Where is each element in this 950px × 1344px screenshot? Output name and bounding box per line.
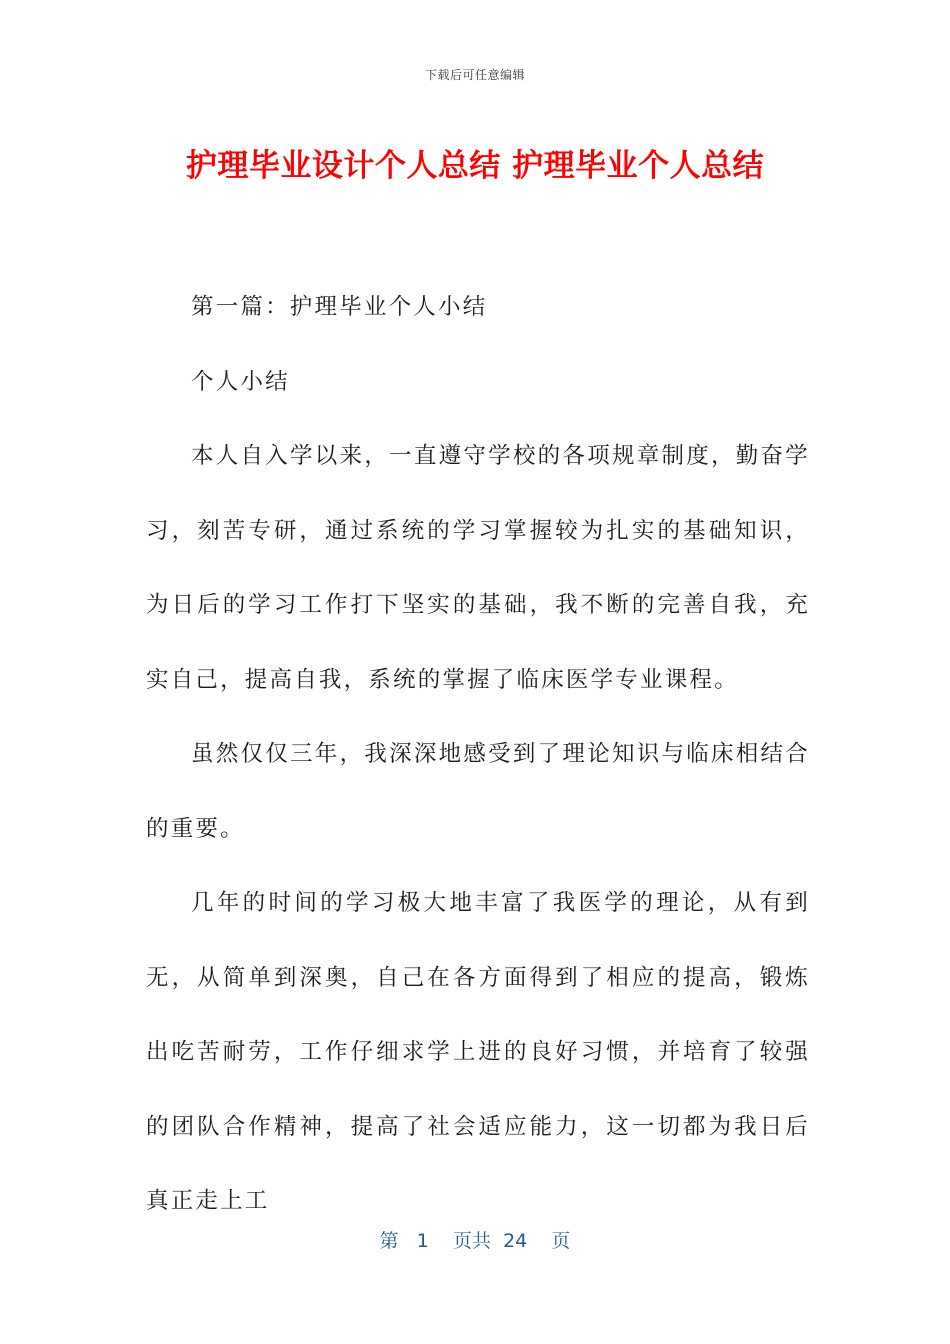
document-title: 护理毕业设计个人总结 护理毕业个人总结 [185,148,765,184]
subsection-heading: 个人小结 [191,368,290,395]
body-paragraph: 虽然仅仅三年，我深深地感受到了理论知识与临床相结合的重要。 [146,741,810,842]
document-body [146,270,810,1239]
current-page-number: 1 [416,1230,429,1252]
body-paragraph: 本人自入学以来，一直遵守学校的各项规章制度，勤奋学习，刻苦专研，通过系统的学习掌握较为扎实的基础知识，为日后的学习工作打下坚实的基础，我不断的完善自我，充实自己，提高自我，系统的掌握了临床医学专业课程。 [146,443,810,693]
footer-middle: 页共 [452,1230,491,1252]
section-heading: 第一篇：护理毕业个人小结 [191,294,488,320]
footer-prefix: 第 [379,1230,399,1252]
total-pages-number: 24 [503,1230,528,1252]
footer-suffix: 页 [551,1230,571,1252]
body-paragraph: 几年的时间的学习极大地丰富了我医学的理论，从有到无，从简单到深奥，自己在各方面得到了相应的提高，锻炼出吃苦耐劳，工作仔细求学上进的良好习惯，并培育了较强的团队合作精神，提高了社会适应能力，这一切都为我日后真正走上工 [146,890,810,1214]
page-footer [0,1226,950,1253]
header-note: 下载后可任意编辑 [424,68,525,82]
